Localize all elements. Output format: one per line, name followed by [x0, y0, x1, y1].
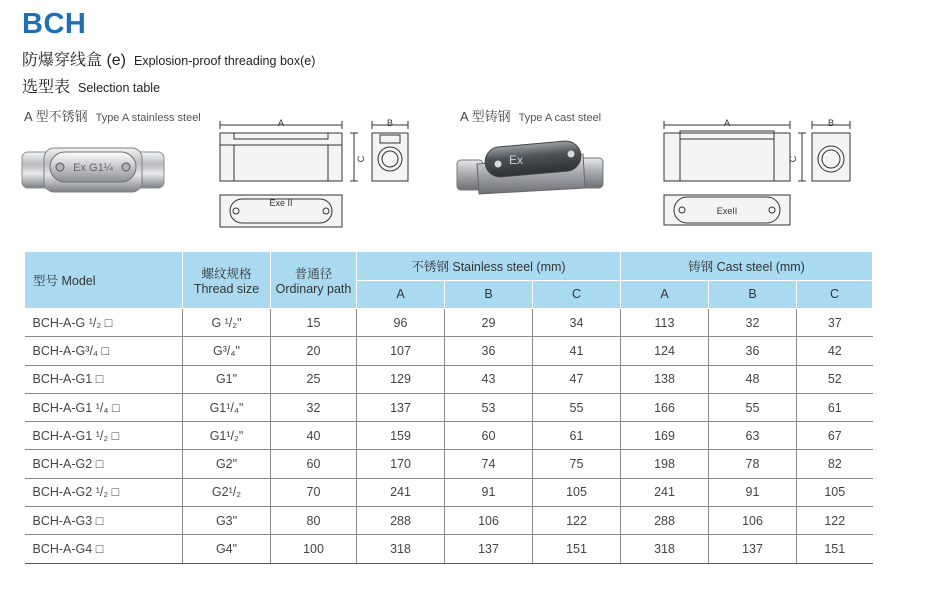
product-name: [22, 47, 315, 70]
cast-dim-label-c: C: [788, 155, 798, 163]
cell-model: BCH-A-G2 ¹/₂ □: [25, 478, 183, 506]
cell-model: BCH-A-G1 □: [25, 365, 183, 393]
dim-label-a: A: [277, 118, 285, 128]
cell-path: 32: [271, 393, 357, 421]
stainless-plate-mark: Ex G1¼: [73, 162, 113, 174]
cell-stainless-c: 34: [533, 309, 621, 337]
cell-stainless-b: 53: [445, 393, 533, 421]
section-heading: [22, 74, 160, 97]
cell-stainless-c: 122: [533, 507, 621, 535]
cell-path: 100: [271, 535, 357, 563]
type-label-stainless-cn: A 型不锈钢: [24, 109, 88, 124]
header-thread: [183, 252, 271, 309]
cell-cast-b: 91: [709, 478, 797, 506]
cell-model: BCH-A-G1 ¹/₄ □: [25, 393, 183, 421]
cell-stainless-b: 60: [445, 422, 533, 450]
cell-stainless-b: 29: [445, 309, 533, 337]
table-row: [25, 450, 873, 478]
header-stainless: 不锈钢 Stainless steel (mm): [357, 252, 621, 281]
cell-thread: G1¹/₄": [183, 393, 271, 421]
stainless-dimension-drawing: [212, 115, 422, 235]
header-cast-a: A: [621, 280, 709, 309]
table-row: [25, 422, 873, 450]
header-thread-cn: 螺纹规格: [201, 267, 252, 281]
cell-thread: G3": [183, 507, 271, 535]
cast-nameplate-text: ExeII: [716, 206, 738, 216]
cell-path: 15: [271, 309, 357, 337]
cell-stainless-b: 74: [445, 450, 533, 478]
cell-cast-b: 32: [709, 309, 797, 337]
cell-thread: G2": [183, 450, 271, 478]
cell-cast-c: 151: [797, 535, 873, 563]
cell-model: BCH-A-G3 □: [25, 507, 183, 535]
type-label-cast: [460, 106, 601, 125]
cell-cast-a: 169: [621, 422, 709, 450]
type-label-stainless-en: Type A stainless steel: [95, 112, 201, 124]
cast-dimension-drawing: [656, 115, 866, 231]
cell-stainless-c: 151: [533, 535, 621, 563]
table-row: [25, 393, 873, 421]
stainless-box-photo: [20, 138, 166, 202]
cell-stainless-a: 159: [357, 422, 445, 450]
cell-stainless-c: 75: [533, 450, 621, 478]
table-row: [25, 507, 873, 535]
cell-cast-c: 42: [797, 337, 873, 365]
cell-cast-b: 106: [709, 507, 797, 535]
cell-cast-a: 166: [621, 393, 709, 421]
cast-plate-mark: Ex: [509, 153, 524, 167]
cell-cast-c: 61: [797, 393, 873, 421]
cell-stainless-a: 129: [357, 365, 445, 393]
cell-stainless-a: 137: [357, 393, 445, 421]
page-title: BCH: [22, 8, 87, 40]
cell-model: BCH-A-G2 □: [25, 450, 183, 478]
cell-model: BCH-A-G1 ¹/₂ □: [25, 422, 183, 450]
cell-stainless-b: 43: [445, 365, 533, 393]
type-label-cast-en: Type A cast steel: [518, 112, 602, 124]
header-stainless-a: A: [357, 280, 445, 309]
dim-label-c: C: [356, 155, 366, 163]
header-path: [271, 252, 357, 309]
cell-cast-b: 78: [709, 450, 797, 478]
cell-cast-c: 122: [797, 507, 873, 535]
cell-cast-b: 55: [709, 393, 797, 421]
cell-thread: G1¹/₂": [183, 422, 271, 450]
table-row: [25, 478, 873, 506]
cell-thread: G4": [183, 535, 271, 563]
cell-path: 25: [271, 365, 357, 393]
header-cast-b: B: [709, 280, 797, 309]
cell-cast-b: 36: [709, 337, 797, 365]
header-path-en: Ordinary path: [275, 282, 352, 296]
cast-box-photo: [455, 138, 605, 198]
cell-cast-c: 82: [797, 450, 873, 478]
table-row: [25, 365, 873, 393]
cell-path: 20: [271, 337, 357, 365]
cell-cast-c: 105: [797, 478, 873, 506]
header-cast-c: C: [797, 280, 873, 309]
cell-cast-b: 137: [709, 535, 797, 563]
dim-label-b: B: [386, 118, 394, 128]
cast-dim-label-b: B: [827, 118, 835, 128]
cell-cast-c: 67: [797, 422, 873, 450]
table-body: [25, 309, 873, 564]
cell-cast-c: 37: [797, 309, 873, 337]
cell-stainless-b: 137: [445, 535, 533, 563]
section-heading-cn: 选型表: [22, 79, 71, 96]
cell-cast-a: 138: [621, 365, 709, 393]
cell-thread: G1": [183, 365, 271, 393]
header-stainless-b: B: [445, 280, 533, 309]
table-row: [25, 337, 873, 365]
nameplate-text: Exe II: [269, 198, 293, 208]
header-cast: 铸钢 Cast steel (mm): [621, 252, 873, 281]
cell-cast-a: 198: [621, 450, 709, 478]
cell-cast-c: 52: [797, 365, 873, 393]
header-model: 型号 Model: [25, 252, 183, 309]
cell-cast-b: 63: [709, 422, 797, 450]
header-thread-en: Thread size: [193, 282, 260, 296]
cell-cast-a: 113: [621, 309, 709, 337]
cell-thread: G ¹/₂": [183, 309, 271, 337]
cell-stainless-b: 106: [445, 507, 533, 535]
cell-stainless-a: 241: [357, 478, 445, 506]
table-row: [25, 535, 873, 563]
cell-stainless-c: 105: [533, 478, 621, 506]
cell-path: 70: [271, 478, 357, 506]
cell-thread: G2¹/₂: [183, 478, 271, 506]
type-label-cast-cn: A 型铸钢: [460, 109, 511, 124]
cell-model: BCH-A-G³/₄ □: [25, 337, 183, 365]
cell-cast-a: 124: [621, 337, 709, 365]
cell-stainless-c: 41: [533, 337, 621, 365]
cast-dim-label-a: A: [723, 118, 731, 128]
cell-stainless-a: 107: [357, 337, 445, 365]
cell-stainless-c: 55: [533, 393, 621, 421]
cell-stainless-b: 91: [445, 478, 533, 506]
cell-cast-a: 288: [621, 507, 709, 535]
cell-stainless-a: 170: [357, 450, 445, 478]
cell-stainless-c: 47: [533, 365, 621, 393]
product-name-cn: 防爆穿线盒 (e): [22, 52, 127, 69]
cell-stainless-a: 318: [357, 535, 445, 563]
cell-stainless-c: 61: [533, 422, 621, 450]
cell-cast-b: 48: [709, 365, 797, 393]
cell-thread: G³/₄": [183, 337, 271, 365]
cell-cast-a: 318: [621, 535, 709, 563]
cell-path: 60: [271, 450, 357, 478]
header-path-cn: 普通径: [294, 267, 333, 281]
selection-table: [24, 251, 873, 564]
table-row: [25, 309, 873, 337]
cell-stainless-b: 36: [445, 337, 533, 365]
header-stainless-c: C: [533, 280, 621, 309]
cell-model: BCH-A-G4 □: [25, 535, 183, 563]
product-name-en: Explosion-proof threading box(e): [134, 54, 316, 68]
type-label-stainless: [24, 106, 201, 125]
cell-path: 40: [271, 422, 357, 450]
cell-stainless-a: 96: [357, 309, 445, 337]
section-heading-en: Selection table: [78, 81, 161, 95]
cell-stainless-a: 288: [357, 507, 445, 535]
cell-model: BCH-A-G ¹/₂ □: [25, 309, 183, 337]
cell-cast-a: 241: [621, 478, 709, 506]
cell-path: 80: [271, 507, 357, 535]
